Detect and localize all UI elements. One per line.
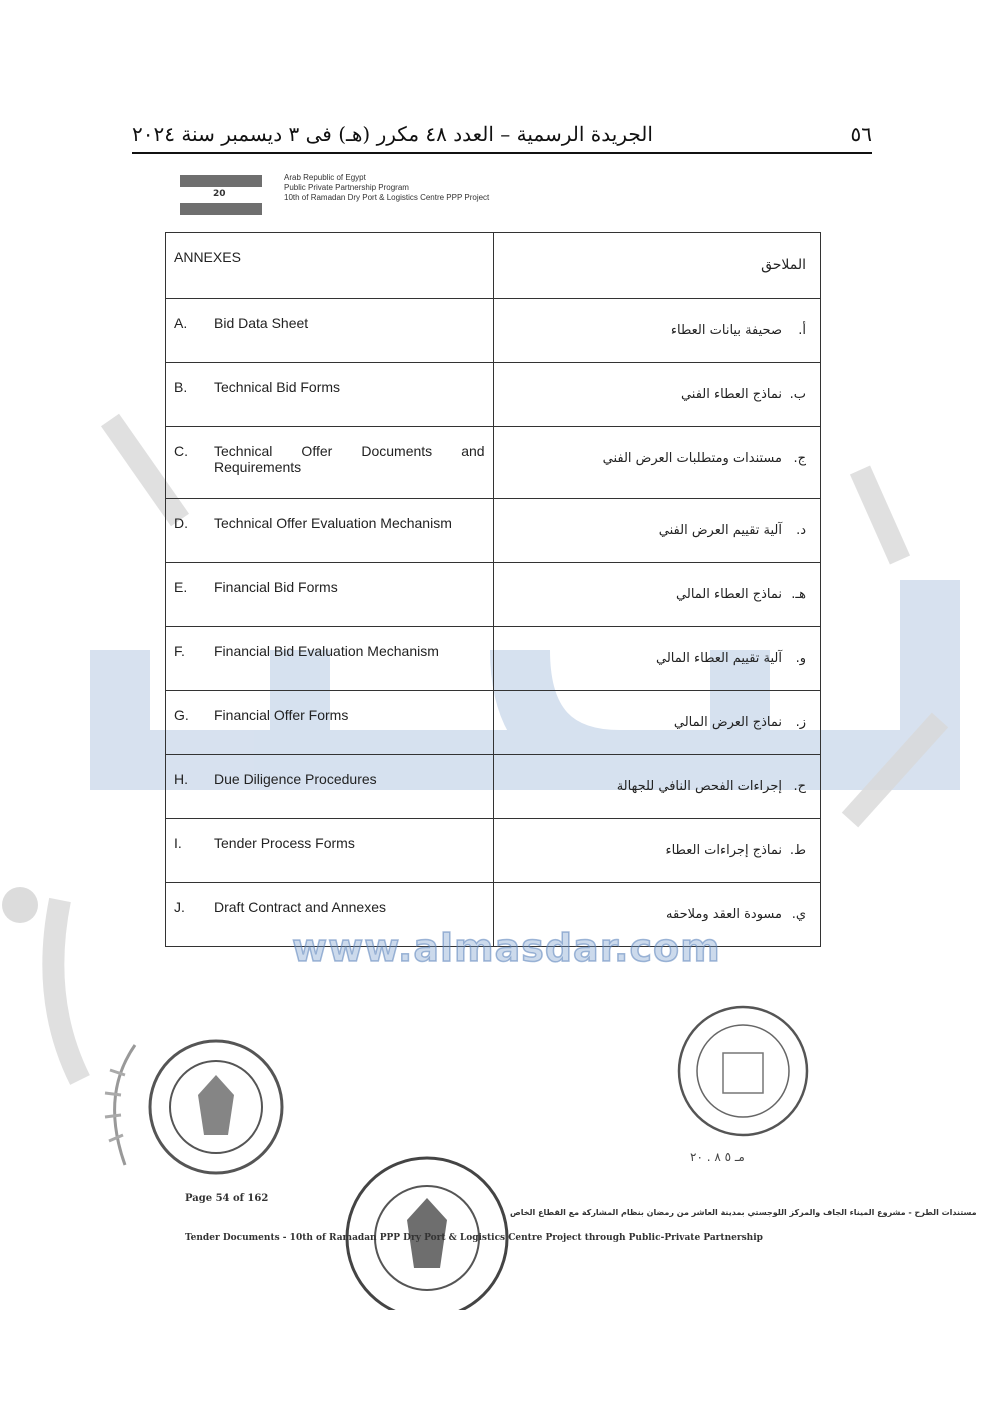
header-line-project: 10th of Ramadan Dry Port & Logistics Centre PPP Project [284,193,490,202]
header-line-country: Arab Republic of Egypt [284,173,366,182]
table-header-row [166,233,821,299]
row-letter: E. [174,579,188,595]
row-letter-ar: ح. [793,779,806,794]
gazette-page-number: ٥٦ [850,122,872,146]
table-row [166,499,821,563]
header-en-cell [166,233,494,299]
footer-page-number: Page 54 of 162 [185,1193,269,1204]
row-title: Draft Contract and Annexes [214,899,386,915]
row-title-ar: مستندات ومتطلبات العرض الفني [602,451,782,466]
row-letter: H. [174,771,188,787]
handwritten-signature [690,1150,745,1164]
gazette-header [132,116,872,154]
header-line-program: Public Private Partnership Program [284,183,409,192]
row-letter: J. [174,899,185,915]
table-row [166,755,821,819]
row-title: Financial Bid Evaluation Mechanism [214,643,439,659]
row-letter: G. [174,707,189,723]
laurel-icon [95,1035,155,1175]
row-letter: F. [174,643,185,659]
gazette-title: الجريدة الرسمية – العدد ٤٨ مكرر (هـ) فى ٣ ديسمبر سنة ٢٠٢٤ [132,122,653,146]
header-lines [284,173,489,203]
row-title: Technical Offer Evaluation Mechanism [214,515,452,531]
row-title-ar: إجراءات الفحص النافي للجهالة [616,779,782,794]
footer-english-line: Tender Documents - 10th of Ramadan PPP Dry Port & Logistics Centre Project through Public-Private Partnership [185,1233,763,1243]
row-title: Financial Offer Forms [214,707,349,723]
footer-arabic-line: مستندات الطرح - مشروع الميناء الجاف والمركز اللوجستي بمدينة العاشر من رمضان بنظام المشاركة مع القطاع الخاص [510,1208,977,1217]
row-letter-ar: هـ. [791,587,806,602]
table-row [166,627,821,691]
row-letter: A. [174,315,188,331]
seal-left-icon [138,1035,298,1185]
ppp-logo [180,173,262,213]
annexes-heading: ANNEXES [174,249,241,265]
row-title-ar: نماذج العرض المالي [673,715,782,730]
annexes-heading-ar: الملاحق [761,257,806,273]
row-title: Bid Data Sheet [214,315,309,331]
table-row [166,691,821,755]
signature-text: مـ ٥ ٨ . ٢٠ [690,1150,745,1164]
row-letter-ar: أ. [798,323,806,338]
table-row [166,427,821,499]
row-letter-ar: ج. [793,451,806,466]
table-row [166,363,821,427]
row-title-ar: نماذج العطاء المالي [676,587,782,602]
seal-bottom-icon [332,1150,522,1310]
table-row [166,299,821,363]
row-title-ar: آلية تقييم العرض الفني [658,523,782,538]
row-letter: I. [174,835,182,851]
row-letter: B. [174,379,188,395]
row-title: Due Diligence Procedures [214,771,377,787]
row-letter: C. [174,443,188,459]
row-title: Financial Bid Forms [214,579,338,595]
row-letter-ar: ي. [791,907,806,922]
annexes-table [165,232,821,947]
seal-right-icon [673,1003,813,1143]
row-title: Technical Offer Documents and Requirements [214,443,485,475]
watermark-url: www.almasdar.com [292,926,721,970]
row-title-ar: نماذج العطاء الفني [680,387,782,402]
row-title-ar: مسودة العقد وملاحقه [666,907,782,922]
header-ar-cell [493,233,820,299]
row-title-ar: صحيفة بيانات العطاء [670,323,782,338]
row-letter-ar: ز. [795,715,806,730]
row-letter-ar: و. [795,651,806,666]
table-row [166,819,821,883]
row-letter-ar: ب. [789,387,806,402]
row-letter-ar: ط. [789,843,806,858]
table-row [166,563,821,627]
row-title: Technical Bid Forms [214,379,341,395]
document-header [180,173,489,213]
logo-number: 20 [213,189,226,199]
row-letter: D. [174,515,188,531]
row-title: Tender Process Forms [214,835,355,851]
row-title-ar: آلية تقييم العطاء المالي [656,651,782,666]
row-title-ar: نماذج إجراءات العطاء [665,843,782,858]
row-letter-ar: د. [796,523,806,538]
